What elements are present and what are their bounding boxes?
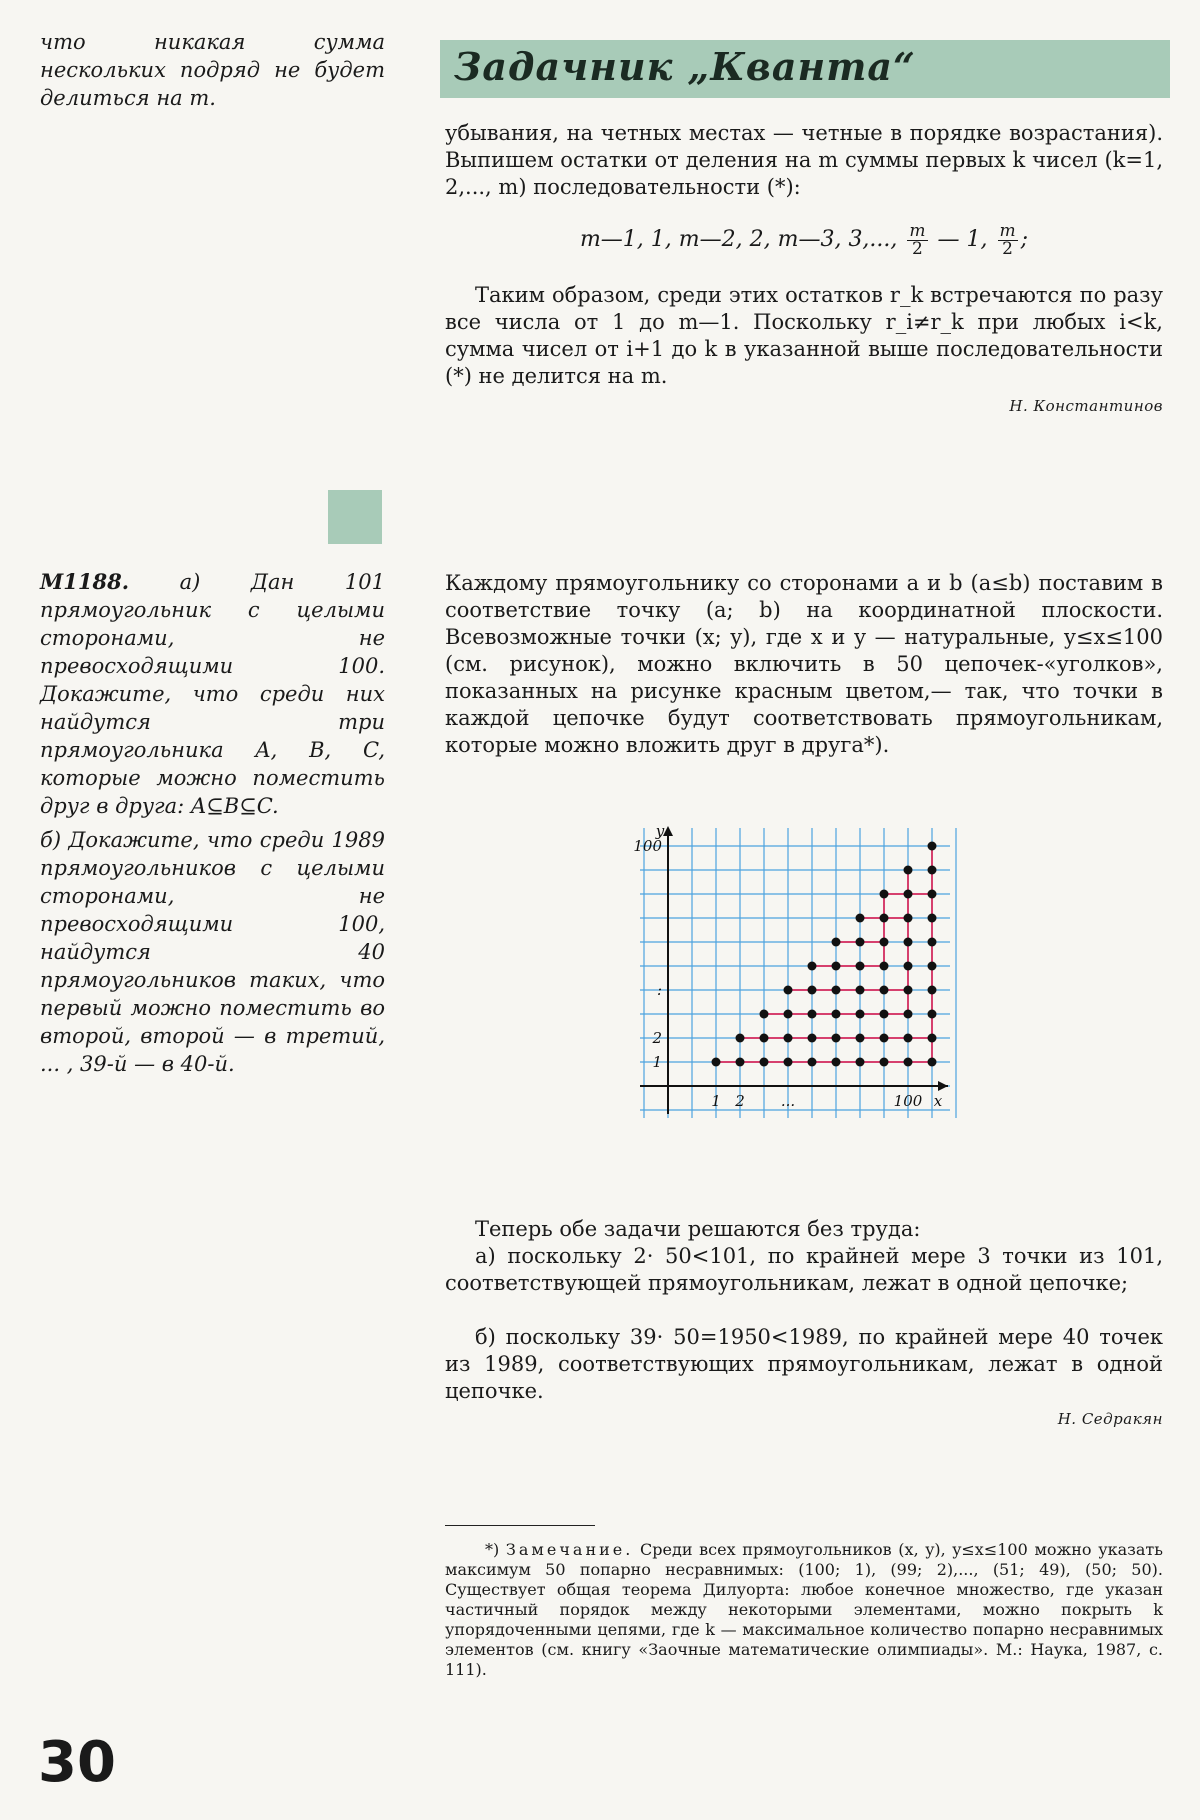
problem-part-b: б) Докажите, что среди 1989 прямоугольников с целыми сторонами, не превосходящими 100, найдутся 40 прямоугольников таких, что первый можно поместить во второй, второй — в третий, ... , 39-й — в 40-й. xyxy=(40,828,385,1076)
problem-part-a: М1188. а) Дан 101 прямоугольник с целыми сторонами, не превосходящими 100. Докажите, что среди них найдутся три прямоугольника A, B, C, которые можно поместить друг в друга: A⊆B⊆C. xyxy=(40,569,385,818)
data-point xyxy=(832,962,841,971)
data-point xyxy=(808,962,817,971)
data-point xyxy=(784,1058,793,1067)
data-point xyxy=(712,1058,721,1067)
data-point xyxy=(808,1010,817,1019)
data-point xyxy=(928,866,937,875)
data-point xyxy=(928,1010,937,1019)
x-axis-label: x xyxy=(933,1092,943,1110)
y-axis-label: y xyxy=(655,822,665,840)
data-point xyxy=(904,1010,913,1019)
data-point xyxy=(736,1034,745,1043)
data-point xyxy=(928,986,937,995)
data-point xyxy=(928,842,937,851)
data-point xyxy=(808,986,817,995)
footnote-marker: *) xyxy=(485,1540,500,1559)
footnote-label: Замечание. xyxy=(505,1540,634,1559)
data-point xyxy=(856,914,865,923)
solution2-para1: Каждому прямоугольнику со сторонами a и b (a≤b) поставим в соответствие точку (a; b) на координатной плоскости. Всевозможные точки (x; y), где x и y — натуральные, y≤x≤100 (см. рисунок), можно включить в 50 цепочек-«уголков», показанных на рисунке красным цветом,— так, что точки в каждой цепочке будут соответствовать прямоугольникам, которые можно вложить друг в друга*). xyxy=(445,571,1163,757)
data-point xyxy=(880,1034,889,1043)
data-point xyxy=(904,1058,913,1067)
data-point xyxy=(904,914,913,923)
data-point xyxy=(808,1034,817,1043)
data-point xyxy=(736,1058,745,1067)
formula-part1: m—1, 1, m—2, 2, m—3, 3,..., xyxy=(579,227,898,252)
solution1-para2: Таким образом, среди этих остатков r_k встречаются по разу все числа от 1 до m—1. Поскольку r_i≠r_k при любых i<k, сумма чисел от i+1 до k в указанной выше последовательности (*) не делится на m. xyxy=(445,283,1163,388)
data-point xyxy=(904,962,913,971)
y-axis-arrow xyxy=(663,826,673,836)
data-point xyxy=(856,1058,865,1067)
data-point xyxy=(856,938,865,947)
data-point xyxy=(880,938,889,947)
data-point xyxy=(784,1010,793,1019)
data-point xyxy=(784,1034,793,1043)
solution1-para1: убывания, на четных местах — четные в порядке возрастания). Выпишем остатки от деления на m суммы первых k чисел (k=1, 2,..., m) последовательности (*): xyxy=(445,121,1163,199)
chain-4 xyxy=(788,870,908,990)
data-point xyxy=(880,1058,889,1067)
problem-m1188 xyxy=(40,568,385,1078)
formula-mid: — 1, xyxy=(937,227,988,252)
data-point xyxy=(832,938,841,947)
section-banner xyxy=(440,40,1170,98)
remainder-formula: m—1, 1, m—2, 2, m—3, 3,..., $\frac{m}{2}$ — 1, $\frac{m}{2}$ ; xyxy=(579,220,1029,259)
data-point xyxy=(856,986,865,995)
y-tick-label: 1 xyxy=(652,1053,662,1071)
chains-chart xyxy=(620,818,960,1148)
data-point xyxy=(832,986,841,995)
footnote-text: Среди всех прямоугольников (x, y), y≤x≤100 можно указать максимум 50 попарно несравнимых: (100; 1), (99; 2),..., (51; 49), (50; 50). Существует общая теорема Дилуорта: любое конечное множество, где указан частичный порядок между некоторыми элементами, можно покрыть k упорядоченными цепями, где k — максимальное количество попарно несравнимых элементов (см. книгу «Заочные математические олимпиады». М.: Наука, 1987, с. 111). xyxy=(445,1540,1163,1679)
data-point xyxy=(928,938,937,947)
data-point xyxy=(784,986,793,995)
data-point xyxy=(832,1034,841,1043)
data-point xyxy=(904,938,913,947)
footnote xyxy=(445,1540,1163,1680)
data-point xyxy=(832,1010,841,1019)
data-point xyxy=(904,866,913,875)
data-point xyxy=(856,1010,865,1019)
data-point xyxy=(904,986,913,995)
x-axis-arrow xyxy=(938,1081,948,1091)
solution2-para3: а) поскольку 2· 50<101, по крайней мере 3 точки из 101, соответствующей прямоугольникам, лежат в одной цепочке; xyxy=(445,1244,1163,1295)
data-point xyxy=(808,1058,817,1067)
data-point xyxy=(928,962,937,971)
data-point xyxy=(760,1010,769,1019)
x-tick-label: 2 xyxy=(735,1092,745,1110)
data-point xyxy=(880,890,889,899)
x-tick-label: 1 xyxy=(711,1092,721,1110)
solution2-para4: б) поскольку 39· 50=1950<1989, по крайней мере 40 точек из 1989, соответствующих прямоугольникам, лежат в одной цепочке. xyxy=(445,1325,1163,1403)
data-point xyxy=(904,1034,913,1043)
data-point xyxy=(760,1058,769,1067)
solution2-para2: Теперь обе задачи решаются без труда: xyxy=(475,1217,921,1241)
signature-sedrakyan: Н. Седракян xyxy=(1057,1410,1163,1428)
data-point xyxy=(880,962,889,971)
data-point xyxy=(928,1058,937,1067)
problem-label: М1188. xyxy=(40,569,130,594)
data-point xyxy=(928,1034,937,1043)
data-point xyxy=(880,914,889,923)
chain-5 xyxy=(812,894,884,966)
data-point xyxy=(928,914,937,923)
data-point xyxy=(928,890,937,899)
data-point xyxy=(880,1010,889,1019)
data-point xyxy=(856,1034,865,1043)
data-point xyxy=(880,986,889,995)
x-tick-label: 100 xyxy=(893,1092,923,1110)
data-point xyxy=(832,1058,841,1067)
footnote-rule xyxy=(445,1525,595,1526)
signature-konstantinov: Н. Константинов xyxy=(1009,397,1163,415)
data-point xyxy=(904,890,913,899)
banner-title: Задачник „Кванта“ xyxy=(454,44,916,89)
intro-text: что никакая сумма нескольких подряд не будет делиться на m. xyxy=(40,30,385,110)
data-point xyxy=(856,962,865,971)
chain-1 xyxy=(716,846,932,1062)
y-tick-label: : xyxy=(656,981,662,999)
x-tick-label: ... xyxy=(780,1092,796,1110)
page-number: 30 xyxy=(38,1730,116,1795)
data-point xyxy=(760,1034,769,1043)
fraction-2: $\frac{m}{2}$ xyxy=(999,220,1016,259)
decorative-square xyxy=(328,490,382,544)
fraction-1: $\frac{m}{2}$ xyxy=(909,220,926,259)
y-tick-label: 2 xyxy=(652,1029,662,1047)
y-tick-label: 100 xyxy=(633,837,662,855)
